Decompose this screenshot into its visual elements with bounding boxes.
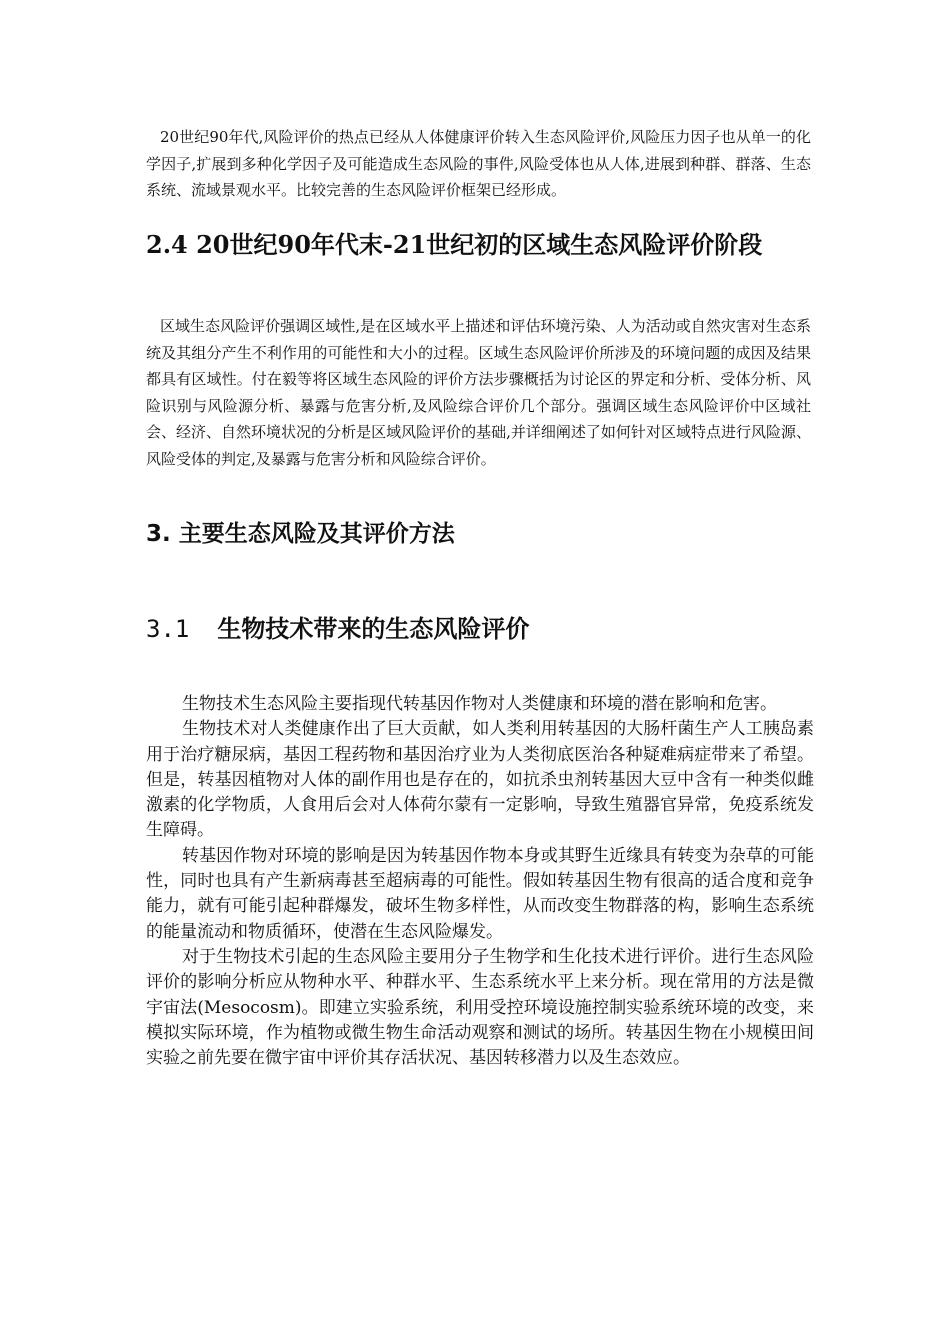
section-3-1-body — [146, 692, 814, 1071]
intro-paragraph: 20世纪90年代,风险评价的热点已经从人体健康评价转入生态风险评价,风险压力因子也从单一的化学因子,扩展到多种化学因子及可能造成生态风险的事件,风险受体也从人体,进展到种群、群落、生态系统、流域景观水平。比较完善的生态风险评价框架已经形成。 — [146, 128, 811, 199]
section-3-heading: 3. 主要生态风险及其评价方法 — [146, 521, 455, 547]
section-3-1-heading — [146, 613, 529, 645]
body-paragraph: 生物技术生态风险主要指现代转基因作物对人类健康和环境的潜在影响和危害。 — [182, 694, 777, 714]
section-3-1-number: 3.1 — [146, 615, 190, 643]
section-2-4-paragraph: 区域生态风险评价强调区域性,是在区域水平上描述和评估环境污染、人为活动或自然灾害对生态系统及其组分产生不利作用的可能性和大小的过程。区域生态风险评价所涉及的环境问题的成因及结果都具有区域性。付在毅等将区域生态风险的评价方法步骤概括为讨论区的界定和分析、受体分析、风险识别与风险源分析、暴露与危害分析,及风险综合评价几个部分。强调区域生态风险评价中区域社会、经济、自然环境状况的分析是区域风险评价的基础,并详细阐述了如何针对区域特点进行风险源、风险受体的判定,及暴露与危害分析和风险综合评价。 — [146, 317, 811, 468]
section-3-1-title: 生物技术带来的生态风险评价 — [217, 615, 530, 643]
body-paragraph: 对于生物技术引起的生态风险主要用分子生物学和生化技术进行评价。进行生态风险评价的影响分析应从物种水平、种群水平、生态系统水平上来分析。现在常用的方法是微宇宙法(Mesocosm)。即建立实验系统，利用受控环境设施控制实验系统环境的改变，来模拟实际环境，作为植物或微生物生命活动观察和测试的场所。转基因生物在小规模田间实验之前先要在微宇宙中评价其存活状况、基因转移潜力以及生态效应。 — [146, 946, 814, 1069]
section-2-4-heading: 2.4 20世纪90年代末-21世纪初的区域生态风险评价阶段 — [146, 230, 763, 259]
body-paragraph: 转基因作物对环境的影响是因为转基因作物本身或其野生近缘具有转变为杂草的可能性，同时也具有产生新病毒甚至超病毒的可能性。假如转基因生物有很高的适合度和竞争能力，就有可能引起种群爆发，破坏生物多样性，从而改变生物群落的构，影响生态系统的能量流动和物质循环，使潜在生态风险爆发。 — [146, 845, 814, 942]
body-paragraph: 生物技术对人类健康作出了巨大贡献，如人类利用转基因的大肠杆菌生产人工胰岛素用于治疗糖尿病，基因工程药物和基因治疗业为人类彻底医治各种疑难病症带来了希望。但是，转基因植物对人体的副作用也是存在的，如抗杀虫剂转基因大豆中含有一种类似雌激素的化学物质，人食用后会对人体荷尔蒙有一定影响，导致生殖器官异常，免疫系统发生障碍。 — [146, 719, 814, 841]
